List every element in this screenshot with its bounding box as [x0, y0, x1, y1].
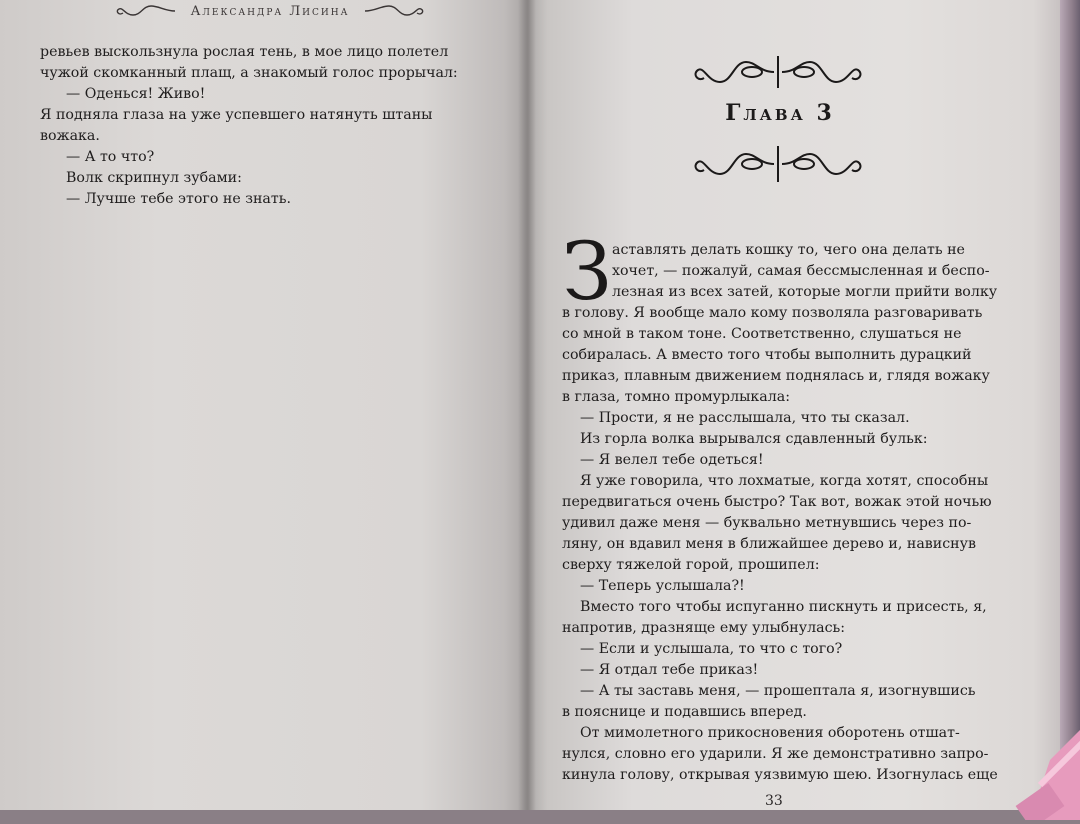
text-line: — А ты заставь меня, — прошептала я, изогнувшись — [580, 683, 976, 699]
page-number: 33 — [765, 793, 783, 809]
drop-cap: З — [562, 225, 612, 318]
chapter-title: Глава 3 — [725, 100, 835, 126]
running-header-author: Александра Лисина — [190, 3, 350, 19]
book-gutter — [518, 0, 536, 810]
text-line: в пояснице и подавшись вперед. — [562, 704, 807, 720]
text-line: ляну, он вдавил меня в ближайшее дерево и, нависнув — [562, 536, 976, 552]
text-line: Из горла волка вырывался сдавленный бульк: — [580, 431, 928, 447]
chapter-ornament-top-icon — [690, 52, 870, 96]
text-line: Волк скрипнул зубами: — [66, 170, 242, 186]
text-line: — Я велел тебе одеться! — [580, 452, 764, 468]
text-line: хочет, — пожалуй, самая бессмысленная и беспо- — [612, 263, 990, 279]
left-page-text — [40, 42, 496, 210]
header-flourish-right-icon — [363, 3, 425, 19]
text-line: Я подняла глаза на уже успевшего натянуть штаны — [40, 107, 433, 123]
header-flourish-left-icon — [115, 3, 177, 19]
right-page-text — [562, 240, 998, 786]
text-line: напротив, дразняще ему улыбнулась: — [562, 620, 846, 636]
running-header — [110, 0, 430, 22]
text-line: — Оденься! Живо! — [66, 86, 206, 102]
text-line: приказ, плавным движением поднялась и, глядя вожаку — [562, 368, 990, 384]
text-line: в глаза, томно промурлыкала: — [562, 389, 790, 405]
text-line: аставлять делать кошку то, чего она делать не — [612, 242, 965, 258]
text-line: кинула голову, открывая уязвимую шею. Изогнулась еще — [562, 767, 998, 783]
text-line: в голову. Я вообще мало кому позволяла разговаривать — [562, 305, 983, 321]
text-line: вожака. — [40, 128, 100, 144]
page-edge — [1060, 0, 1080, 810]
text-line: ревьев выскользнула рослая тень, в мое лицо полетел — [40, 44, 449, 60]
text-line: — Я отдал тебе приказ! — [580, 662, 759, 678]
text-line: Вместо того чтобы испуганно пискнуть и присесть, я, — [580, 599, 987, 615]
text-line: сверху тяжелой горой, прошипел: — [562, 557, 820, 573]
text-line: удивил даже меня — буквально метнувшись через по- — [562, 515, 972, 531]
text-line: чужой скомканный плащ, а знакомый голос прорычал: — [40, 65, 458, 81]
text-line: — Если и услышала, то что с того? — [580, 641, 843, 657]
pink-clip-icon — [1010, 700, 1080, 820]
text-line: со мной в таком тоне. Соответственно, слушаться не — [562, 326, 962, 342]
text-line: — Прости, я не расслышала, что ты сказал. — [580, 410, 910, 426]
text-line: собиралась. А вместо того чтобы выполнить дурацкий — [562, 347, 972, 363]
text-line: лезная из всех затей, которые могли прийти волку — [612, 284, 998, 300]
text-line: От мимолетного прикосновения оборотень отшат- — [580, 725, 960, 741]
text-line: передвигаться очень быстро? Так вот, вожак этой ночью — [562, 494, 992, 510]
chapter-ornament-bottom-icon — [690, 142, 870, 190]
text-line: — Лучше тебе этого не знать. — [66, 191, 291, 207]
text-line: — Теперь услышала?! — [580, 578, 745, 594]
text-line: нулся, словно его ударили. Я же демонстративно запро- — [562, 746, 989, 762]
text-line: Я уже говорила, что лохматые, когда хотят, способны — [580, 473, 989, 489]
text-line: — А то что? — [66, 149, 155, 165]
